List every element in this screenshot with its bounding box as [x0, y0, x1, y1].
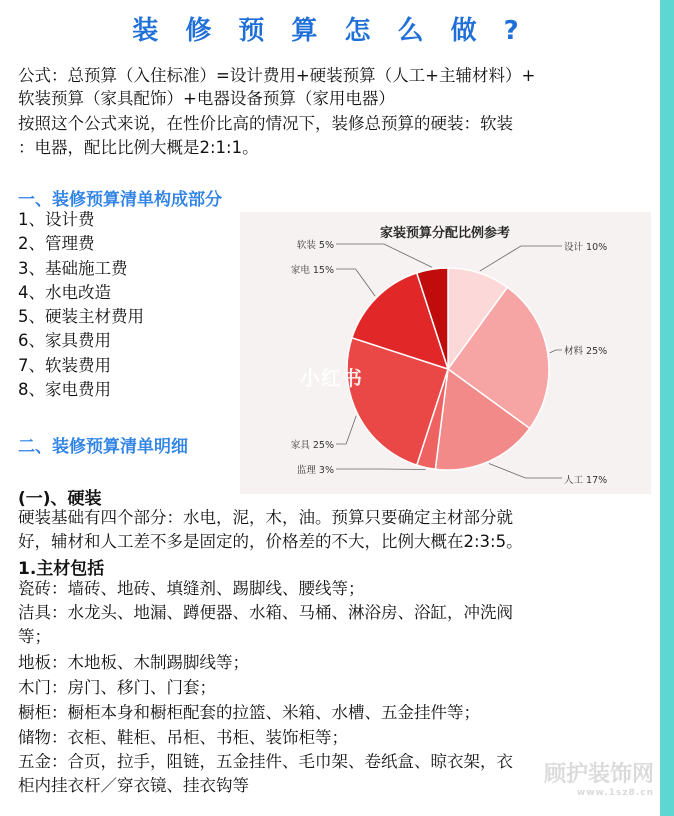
material-line: 储物：衣柜、鞋柜、吊柜、书柜、装饰柜等； — [18, 728, 348, 747]
leader-line-设计 — [480, 246, 562, 271]
material-line: 洁具：水龙头、地漏、蹲便器、水箱、马桶、淋浴房、浴缸，冲洗阀 — [18, 603, 513, 622]
site-watermark-url: www.1sz8.cn — [576, 788, 654, 798]
intro-line-2: 软装预算（家具配饰）+电器设备预算（家用电器） — [18, 89, 395, 108]
budget-items-list — [18, 208, 144, 402]
list-item: 5、硬装主材费用 — [18, 307, 144, 327]
right-accent-bar — [660, 0, 674, 816]
section-heading-details: 二、装修预算清单明细 — [18, 437, 188, 457]
material-line: 等； — [18, 627, 51, 646]
subheading-main-materials: 1.主材包括 — [18, 559, 105, 579]
slice-label-监理: 监理 3% — [296, 465, 334, 476]
hard-desc-line-1: 硬装基础有四个部分：水电，泥，木，油。预算只要确定主材部分就 — [18, 508, 513, 527]
page-title: 装 修 预 算 怎 么 做 ? — [132, 16, 528, 46]
material-line: 五金：合页，拉手，阻链，五金挂件、毛巾架、卷纸盒、晾衣架，衣 — [18, 752, 513, 771]
site-watermark — [544, 757, 654, 798]
leader-line-家电 — [336, 269, 375, 296]
intro-line-1: 公式：总预算（入住标准）=设计费用+硬装预算（人工+主辅材料）+ — [18, 66, 536, 85]
list-item: 4、水电改造 — [18, 282, 111, 302]
material-line: 橱柜：橱柜本身和橱柜配套的拉篮、米箱、水槽、五金挂件等； — [18, 703, 480, 722]
budget-pie-chart — [240, 212, 651, 494]
material-line: 柜内挂衣杆／穿衣镜、挂衣钩等 — [18, 776, 249, 795]
slice-label-家电: 家电 15% — [290, 265, 334, 276]
material-line: 瓷砖：墙砖、地砖、填缝剂、踢脚线、腰线等； — [18, 579, 365, 598]
leader-line-家具 — [336, 416, 356, 444]
pie-chart-svg — [240, 212, 651, 494]
slice-label-人工: 人工 17% — [564, 475, 608, 486]
intro-line-4: ：电器，配比比例大概是2:1:1。 — [18, 138, 259, 157]
intro-line-3: 按照这个公式来说，在性价比高的情况下，装修总预算的硬装：软装 — [18, 114, 513, 133]
hard-desc-line-2: 好，辅材和人工差不多是固定的，价格差的不大，比例大概在2:3:5。 — [18, 532, 523, 551]
list-item: 7、软装费用 — [18, 355, 111, 375]
slice-label-软装: 软装 5% — [296, 240, 334, 251]
section-heading-composition: 一、装修预算清单构成部分 — [18, 190, 222, 210]
leader-line-材料 — [550, 350, 562, 353]
xiaohongshu-watermark: 小红书 — [300, 366, 363, 390]
slice-label-家具: 家具 25% — [290, 440, 334, 451]
leader-line-软装 — [336, 244, 432, 267]
material-line: 木门：房门、移门、门套； — [18, 678, 216, 697]
list-item: 1、设计费 — [18, 210, 95, 229]
list-item: 2、管理费 — [18, 234, 95, 254]
material-line: 地板：木地板、木制踢脚线等； — [18, 653, 249, 672]
subheading-hard-decoration: (一)、硬装 — [18, 489, 102, 509]
chart-title: 家装预算分配比例参考 — [379, 226, 511, 241]
list-item: 6、家具费用 — [18, 331, 111, 351]
list-item: 3、基础施工费 — [18, 258, 128, 278]
list-item: 8、家电费用 — [18, 380, 111, 400]
leader-line-监理 — [336, 469, 426, 470]
slice-label-设计: 设计 10% — [564, 242, 608, 253]
slice-label-材料: 材料 25% — [564, 346, 608, 357]
site-watermark-name: 顾护装饰网 — [543, 762, 654, 787]
leader-line-人工 — [489, 464, 562, 478]
